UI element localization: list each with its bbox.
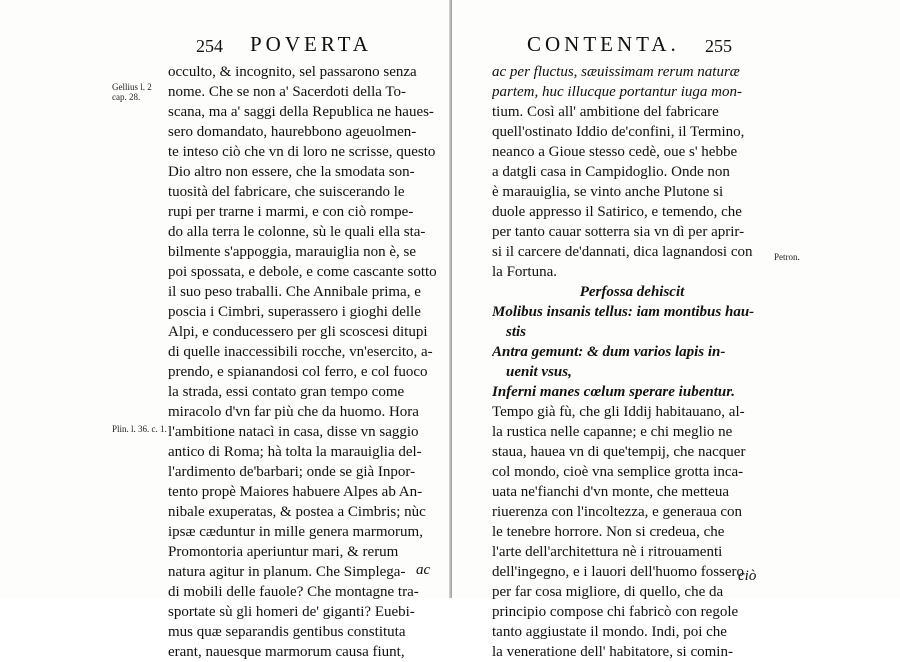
left-text-line-23: nibale exuperatas, & postea a Cimbris; nùc [168, 504, 426, 520]
right-prose-line-1: Tempo già fù, che gli Iddij habitauano, al- [492, 404, 745, 420]
right-prose-line-13: la veneratione dell' habitatore, si comin- [492, 644, 733, 660]
right-prose-line-5: uata ne'fianchi d'vn monte, che metteua [492, 484, 729, 500]
left-text-block [168, 62, 446, 662]
right-prose-line-10: per far cosa migliore, di quello, che da [492, 584, 724, 600]
right-prose-line-2: la rustica nelle capanne; e chi meglio ne [492, 424, 733, 440]
left-text-line-1: occulto, & incognito, sel passarono senza [168, 64, 417, 80]
left-text-line-12: il suo peso traballi. Che Annibale prima, e [168, 284, 421, 300]
left-page-number: 254 [196, 36, 223, 56]
verse-line-4: Antra gemunt: & dum varios lapis in- [492, 344, 726, 360]
left-text-line-9: do alla terra le colonne, sù le quali ella sta- [168, 224, 426, 240]
marginal-note-petron: Petron. [774, 252, 800, 262]
right-text-block [492, 62, 772, 662]
left-text-line-10: bilmente s'appoggia, marauiglia non è, se [168, 244, 417, 260]
verse-line-2: Molibus insanis tellus: iam montibus hau- [492, 304, 755, 320]
right-text-line-7: è marauiglia, se vinto anche Plutone si [492, 184, 724, 200]
verse-line-6: Inferni manes cœlum sperare iubentur. [492, 384, 735, 400]
verse-line-5: uenit vsus, [506, 364, 572, 380]
right-prose-line-7: le tenebre horrore. Non si credeua, che [492, 524, 725, 540]
left-catchword: ac [416, 562, 431, 578]
left-text-line-20: antico di Roma; hà tolta la marauiglia del- [168, 444, 422, 460]
left-text-line-22: tento propè Maiores habuere Alpes ab An- [168, 484, 423, 500]
right-prose-line-12: tanto aggiustate il mondo. Indi, poi che [492, 624, 727, 640]
left-text-line-29: mus quæ separandis gentibus constituta [168, 624, 406, 640]
left-text-line-5: te inteso ciò che vn di loro ne scrisse, questo [168, 144, 436, 160]
left-text-line-3: scana, ma a' saggi della Republica ne haues- [168, 104, 434, 120]
left-text-line-16: prendo, e spianandosi col ferro, e col fuoco [168, 364, 428, 380]
left-text-line-4: sero domandato, haurebbono ageuolmen- [168, 124, 417, 140]
right-text-line-2: partem, huc illucque portantur iuga mon- [492, 84, 742, 100]
left-text-line-25: Promontoria aperiuntur mari, & rerum [168, 544, 399, 560]
left-text-line-7: tuosità del fabricare, che suiscerando le [168, 184, 405, 200]
right-catchword: ciò [738, 568, 757, 584]
left-text-line-2: nome. Che se non a' Sacerdoti della To- [168, 84, 406, 100]
right-text-line-11: la Fortuna. [492, 264, 557, 280]
marginal-note-gellius: Gellius l. 2 cap. 28. [112, 82, 152, 102]
left-text-line-18: miracolo d'vn far più che da huomo. Hora [168, 404, 419, 420]
right-text-line-4: quell'ostinato Iddio de'confini, il Termino, [492, 124, 745, 140]
left-text-line-11: poi spossata, e debole, e come cascante sotto [168, 264, 437, 280]
left-text-line-8: rupi per trarne i marmi, e con ciò rompe- [168, 204, 414, 220]
right-prose-line-3: staua, hauea vn di que'tempij, che nacquer [492, 444, 746, 460]
left-text-line-13: poscia i Cimbri, superassero i gioghi delle [168, 304, 421, 320]
left-text-line-15: di quelle inaccessibili rocche, vn'esercito, a- [168, 344, 433, 360]
left-text-line-27: di mobili delle fauole? Che montagne tra- [168, 584, 419, 600]
right-prose-line-9: dell'ingegno, e i lauori dell'huomo fossero [492, 564, 745, 580]
marginal-note-plinius: Plin. l. 36. c. 1. [112, 424, 167, 434]
right-page [452, 0, 900, 660]
left-text-line-19: l'ambitione natacì in casa, disse vn saggio [168, 424, 419, 440]
right-text-line-6: a datgli casa in Campidoglio. Onde non [492, 164, 730, 180]
verse-line-1: Perfossa dehiscit [579, 284, 685, 300]
left-text-line-17: la strada, essi contato gran tempo come [168, 384, 405, 400]
right-prose-line-8: l'arte dell'architettura nè i ritrouamenti [492, 544, 723, 560]
right-text-line-8: duole appresso il Satirico, e temendo, che [492, 204, 742, 220]
left-text-line-14: Alpi, e conducessero per gli scoscesi ditupi [168, 324, 428, 340]
right-prose-line-11: principio compose chi fabricò con regole [492, 604, 739, 620]
right-text-line-3: tium. Così all' ambitione del fabricare [492, 104, 719, 120]
left-text-line-6: Dio altro non essere, che la smodata son- [168, 164, 415, 180]
right-text-line-10: si il carcere de'dannati, dica lagnandosi con [492, 244, 753, 260]
right-prose-line-6: riuerenza con l'incoltezza, e generaua con [492, 504, 743, 520]
left-text-line-21: l'ardimento de'barbari; onde se già Inpor- [168, 464, 416, 480]
left-text-line-26: natura agitur in planum. Che Simplega- [168, 564, 406, 580]
right-prose-line-4: col mondo, cioè vna semplice grotta inca- [492, 464, 744, 480]
left-text-line-28: sportate sù gli homeri de' giganti? Euebi- [168, 604, 415, 620]
left-text-line-30: erant, nauesque marmorum causa fiunt, [168, 644, 405, 660]
right-running-head: CONTENTA. [527, 32, 680, 56]
verse-line-3: stis [506, 324, 527, 340]
right-text-line-9: per tanto cauar sotterra sia vn dì per aprir- [492, 224, 745, 240]
right-page-number: 255 [705, 36, 732, 56]
left-text-line-24: ipsæ cæduntur in mille genera marmorum, [168, 524, 423, 540]
right-text-line-5: neanco a Gioue stesso cedè, oue s' hebbe [492, 144, 738, 160]
right-text-line-1: ac per fluctus, sæuissimam rerum naturæ [492, 64, 740, 80]
left-running-head: POVERTA [250, 32, 372, 56]
